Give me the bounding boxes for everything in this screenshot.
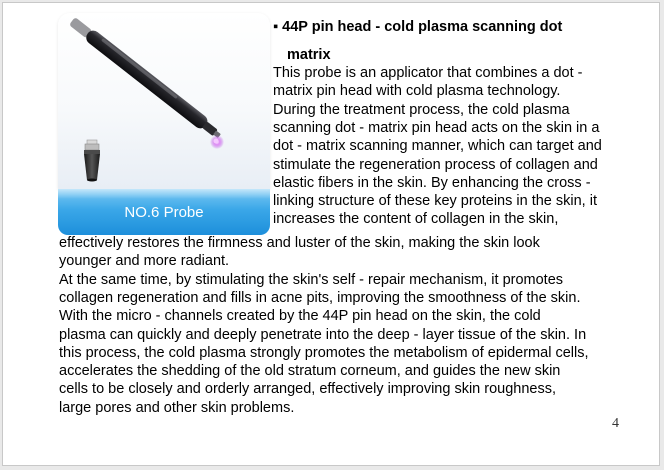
text-line: effectively restores the firmness and luster of the skin, making the skin look: [59, 235, 540, 251]
text-line: accelerates the shedding of the old stratum corneum, and guides the new skin: [59, 363, 561, 380]
product-label: NO.6 Probe: [124, 203, 204, 221]
document-page: [2, 2, 660, 466]
text-line: collagen regeneration and fills in acne pits, improving the smoothness of the skin.: [59, 289, 581, 306]
text-line: this process, the cold plasma strongly promotes the metabolism of epidermal cells,: [59, 344, 589, 361]
text-line: This probe is an applicator that combines a dot -: [273, 65, 583, 81]
heading-line-2: matrix: [287, 47, 331, 63]
text-line: During the treatment process, the cold plasma: [273, 101, 570, 118]
heading-line-1: 44P pin head - cold plasma scanning dot: [282, 19, 563, 35]
section-heading: [273, 15, 562, 67]
pen-applicator-icon: [58, 13, 270, 189]
text-line: linking structure of these key proteins in the skin, it: [273, 193, 597, 210]
pin-head-cartridge-icon: [84, 140, 100, 182]
text-line: large pores and other skin problems.: [59, 399, 295, 416]
text-line: younger and more radiant.: [59, 253, 230, 270]
bullet: ▪: [273, 19, 279, 35]
text-line: dot - matrix scanning manner, which can target and: [273, 138, 602, 155]
page-number: 4: [612, 416, 619, 431]
text-line: cells to be closely and orderly arranged, effectively improving skin roughness,: [59, 381, 557, 398]
text-line: plasma can quickly and deeply penetrate into the deep - layer tissue of the skin. In: [59, 326, 587, 343]
product-card: [58, 13, 270, 235]
text-line: matrix pin head with cold plasma technology.: [273, 83, 561, 100]
product-photo: [58, 13, 270, 189]
text-line: elastic fibers in the skin. By enhancing the cross -: [273, 174, 591, 191]
text-line: stimulate the regeneration process of collagen and: [273, 156, 598, 173]
text-line: With the micro - channels created by the 44P pin head on the skin, the cold: [59, 308, 541, 325]
product-label-band: [58, 189, 270, 235]
text-line: scanning dot - matrix pin head acts on the skin in a: [273, 119, 600, 136]
text-line: At the same time, by stimulating the skin's self - repair mechanism, it promotes: [59, 271, 564, 288]
text-line: increases the content of collagen in the skin,: [273, 211, 559, 228]
